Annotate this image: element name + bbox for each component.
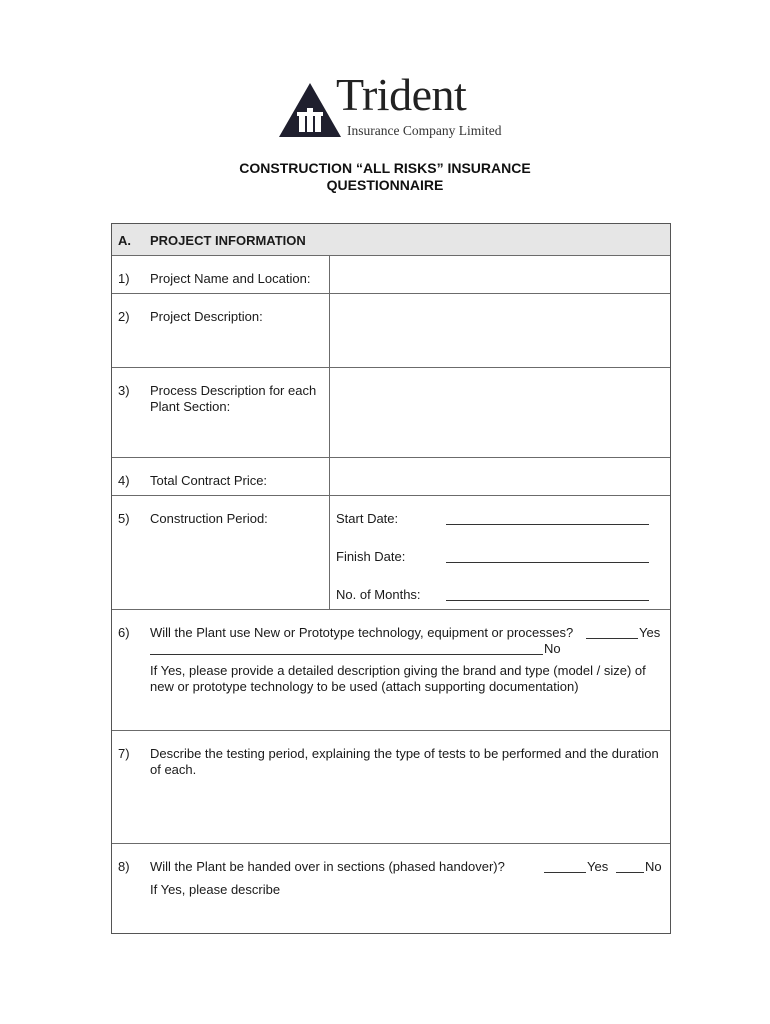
q2-label: Project Description: — [150, 309, 263, 324]
q6-no-blank[interactable] — [150, 654, 543, 655]
q6-number: 6) — [118, 625, 130, 640]
q5-start-date-label: Start Date: — [336, 511, 399, 526]
logo-company-subtitle: Insurance Company Limited — [347, 123, 502, 138]
row-divider — [112, 843, 670, 844]
document-title-line1: CONSTRUCTION “ALL RISKS” INSURANCE — [239, 160, 531, 176]
q7-line2: of each. — [150, 762, 197, 777]
q3-answer-field[interactable] — [330, 368, 670, 457]
q4-number: 4) — [118, 473, 130, 488]
q1-number: 1) — [118, 271, 130, 286]
row-divider — [112, 495, 670, 496]
q5-number: 5) — [118, 511, 130, 526]
q5-finish-date-label: Finish Date: — [336, 549, 406, 564]
q8-yes-label: Yes — [587, 859, 609, 874]
q5-label: Construction Period: — [150, 511, 268, 526]
q4-answer-field[interactable] — [330, 458, 670, 495]
q3-label-line1: Process Description for each — [150, 383, 317, 398]
q5-months-label: No. of Months: — [336, 587, 421, 602]
section-title: PROJECT INFORMATION — [150, 233, 306, 248]
row-divider — [112, 609, 670, 610]
q4-label: Total Contract Price: — [150, 473, 268, 488]
q3-number: 3) — [118, 383, 130, 398]
q8-no-label: No — [645, 859, 662, 874]
q7-number: 7) — [118, 746, 130, 761]
q5-finish-date-field[interactable] — [446, 562, 649, 563]
q8-answer-field[interactable] — [150, 902, 665, 930]
q6-followup-line1: If Yes, please provide a detailed description giving the brand and type (model / size) of — [150, 663, 646, 678]
q6-no-label: No — [544, 641, 561, 656]
q6-followup-line2: new or prototype technology to be used (attach supporting documentation) — [150, 679, 579, 694]
q8-number: 8) — [118, 859, 130, 874]
q8-question: Will the Plant be handed over in sections (phased handover)? — [150, 859, 505, 874]
section-letter: A. — [118, 233, 131, 248]
q3-label-line2: Plant Section: — [150, 399, 231, 414]
q6-yes-label: Yes — [639, 625, 661, 640]
q6-question: Will the Plant use New or Prototype technology, equipment or processes? — [150, 625, 574, 640]
trident-triangle-icon — [278, 82, 342, 138]
q8-followup: If Yes, please describe — [150, 882, 281, 897]
company-logo — [278, 69, 502, 142]
logo-company-name: Trident — [336, 69, 467, 120]
q2-number: 2) — [118, 309, 130, 324]
document-title-line2: QUESTIONNAIRE — [326, 177, 444, 193]
q5-start-date-field[interactable] — [446, 524, 649, 525]
q2-answer-field[interactable] — [330, 294, 670, 367]
q7-answer-field[interactable] — [150, 782, 665, 840]
q8-yes-blank[interactable] — [544, 872, 586, 873]
q1-label: Project Name and Location: — [150, 271, 311, 286]
q1-answer-field[interactable] — [330, 256, 670, 293]
q8-no-blank[interactable] — [616, 872, 644, 873]
row-divider — [112, 730, 670, 731]
q6-yes-blank[interactable] — [586, 638, 638, 639]
q5-months-field[interactable] — [446, 600, 649, 601]
q7-line1: Describe the testing period, explaining the type of tests to be performed and the duration — [150, 746, 659, 761]
questionnaire-form — [111, 223, 671, 934]
